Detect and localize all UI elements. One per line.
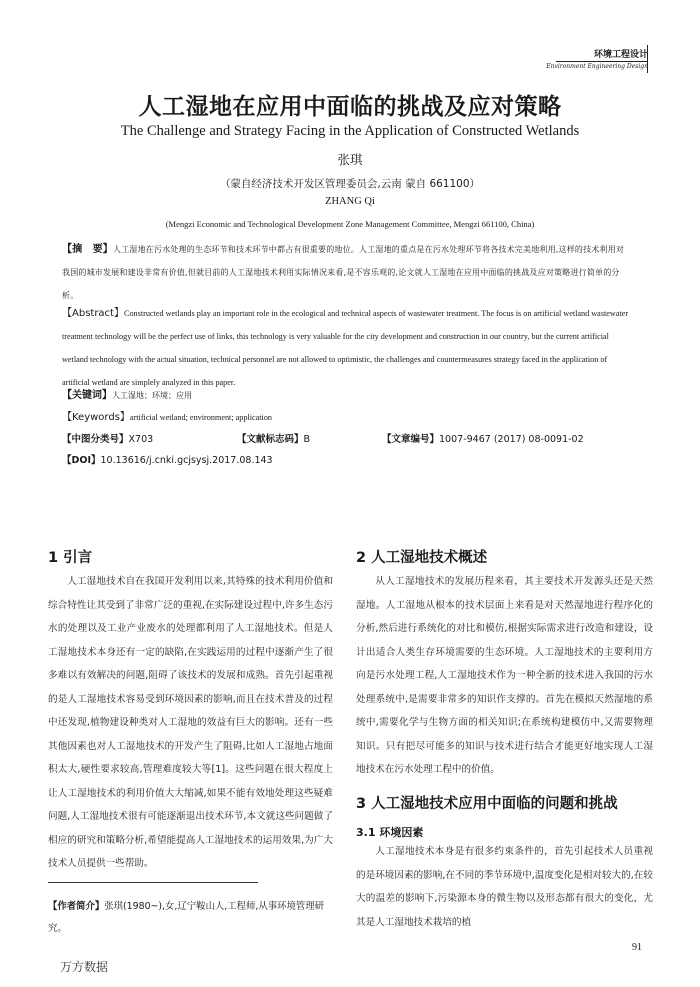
author-note-text: 张琪(1980~),女,辽宁鞍山人,工程师,从事环境管理研究。 bbox=[48, 901, 324, 934]
author-en: ZHANG Qi bbox=[325, 196, 375, 207]
author-note bbox=[48, 896, 333, 940]
keywords-cn bbox=[62, 387, 632, 405]
clc-label: 【中图分类号】 bbox=[62, 434, 129, 445]
doi bbox=[62, 452, 273, 466]
abstract-en-label: 【Abstract】 bbox=[62, 308, 124, 319]
section-2-heading: 2 人工湿地技术概述 bbox=[356, 550, 488, 566]
page-number: 91 bbox=[632, 942, 642, 953]
article-label: 【文章编号】 bbox=[382, 434, 440, 445]
doi-label: 【DOI】 bbox=[62, 455, 101, 466]
clc-value: X703 bbox=[128, 434, 154, 445]
abstract-cn bbox=[62, 238, 632, 307]
section-1-paragraph: 人工湿地技术自在我国开发利用以来,其特殊的技术利用价值和综合特性让其受到了非常广泛的重视,在实际建设过程中,许多生态污水的处理以及工业产业废水的处理都利用了人工湿地技术。但是人工湿地技术本身还有一定的缺陷,在实践运用的过程中逐渐产生了很多难以有效解决的问题,阻碍了该技术的发展和成熟。首先引起重视的是人工湿地技术容易受到环境因素的影响,而且在技术普及的过程中还发现,植物建设种类对人工湿地的效益有巨大的影响。还有一些其他因素也对人工湿地技术的开发产生了阻碍,比如人工湿地占地面积太大,硬性要求较高,管理难度较大等[1]。这些问题在很大程度上让人工湿地技术的利用价值大大缩减,如果不能有效地处理这些疑难问题,人工湿地技术很有可能逐渐退出技术环节,本文就这些问题做了相应的研究和策略分析,希望能提高人工湿地技术的运用效果,为广大技术人员提供一些帮助。 bbox=[48, 576, 333, 869]
document-code bbox=[237, 431, 310, 445]
header-rule bbox=[556, 61, 648, 62]
affiliation-cn: （蒙自经济技术开发区管理委员会,云南 蒙自 661100） bbox=[219, 178, 481, 190]
section-2-body bbox=[356, 570, 653, 782]
footnote-rule bbox=[48, 882, 258, 883]
keywords-en-text: artificial wetland; environment; application bbox=[129, 413, 273, 422]
classification-row bbox=[62, 431, 632, 449]
section-3-1-paragraph: 人工湿地技术本身是有很多约束条件的，首先引起技术人员重视的是环境因素的影响,在不同的季节环境中,温度变化是相对较大的,在较大的温差的影响下,污染源本身的微生物以及形态都有很大的变化，尤其是人工湿地技术栽培的植 bbox=[356, 846, 653, 928]
header-vertical-rule bbox=[647, 45, 648, 73]
watermark: 万方数据 bbox=[60, 960, 109, 974]
abstract-cn-label: 【摘 要】 bbox=[62, 244, 113, 255]
author-cn: 张琪 bbox=[337, 152, 363, 167]
keywords-en-label: 【Keywords】 bbox=[62, 412, 130, 423]
affiliation-en: (Mengzi Economic and Technological Development Zone Management Committee, Mengzi 661100, China) bbox=[165, 219, 535, 229]
doi-value: 10.13616/j.cnki.gcjsysj.2017.08.143 bbox=[100, 455, 273, 466]
section-1-body bbox=[48, 570, 333, 876]
section-2-paragraph: 从人工湿地技术的发展历程来看，其主要技术开发源头还是天然湿地。人工湿地从根本的技术层面上来看是对天然湿地进行程序化的分析,然后进行系统化的对比和模仿,根据实际需求进行改造和建设，设计出适合人类生存环境需要的生态环境。人工湿地技术的主要利用方向是污水处理工程,人工湿地技术作为一种全新的技术进入我国的污水处理系统中,是需要非常多的知识作支撑的。首先在模拟天然湿地的系统中,需要化学与生物方面的相关知识;在系统构建模仿中,又需要物理知识。只有把尽可能多的知识与技术进行结合才能更好地实现人工湿地技术在污水处理工程中的价值。 bbox=[356, 576, 653, 775]
section-1-heading: 1 引言 bbox=[48, 550, 93, 566]
article-value: 1007-9467 (2017) 08-0091-02 bbox=[439, 434, 584, 445]
clc-number bbox=[62, 431, 153, 445]
doc-value: B bbox=[303, 434, 311, 445]
section-3-heading: 3 人工湿地技术应用中面临的问题和挑战 bbox=[356, 796, 618, 812]
title-cn: 人工湿地在应用中面临的挑战及应对策略 bbox=[138, 94, 562, 120]
abstract-cn-text: 人工湿地在污水处理的生态环节和技术环节中都占有很重要的地位。人工湿地的重点是在污水处理环节将各技术完美地利用,这样的技术利用对我国的城市发展和建设非常有价值,但就目前的人工湿地技术利用实际情况来看,是不容乐观的,论文就人工湿地在应用中面临的挑战及应对策略进行简单的分析。 bbox=[62, 245, 625, 300]
keywords-cn-text: 人工湿地；环境；应用 bbox=[112, 391, 192, 400]
journal-name-en: Environment Engineering Design bbox=[546, 63, 648, 70]
abstract-en bbox=[62, 302, 632, 394]
title-en: The Challenge and Strategy Facing in the Application of Constructed Wetlands bbox=[120, 123, 580, 139]
journal-name-cn: 环境工程设计 bbox=[593, 50, 648, 60]
keywords-cn-label: 【关键词】 bbox=[62, 390, 112, 401]
article-number bbox=[382, 431, 584, 445]
doc-label: 【文献标志码】 bbox=[237, 434, 304, 445]
abstract-en-text: Constructed wetlands play an important role in the ecological and technical aspects of wastewater treatment. The focus is on artificial wetland wastewater treatment technology will be the perfect use of links, this technology is very valuable for the city development and construction in our country, but the current artificial wetland technology with the actual situation, technical personnel are not allowed to optimistic, the challenges and countermeasures strategy faced in the application of artificial wetland are simplely analyzed in this paper. bbox=[62, 309, 629, 387]
section-3-1-heading: 3.1 环境因素 bbox=[356, 826, 424, 839]
keywords-en bbox=[62, 409, 632, 427]
section-3-1-body bbox=[356, 840, 653, 934]
author-note-label: 【作者简介】 bbox=[48, 901, 105, 912]
